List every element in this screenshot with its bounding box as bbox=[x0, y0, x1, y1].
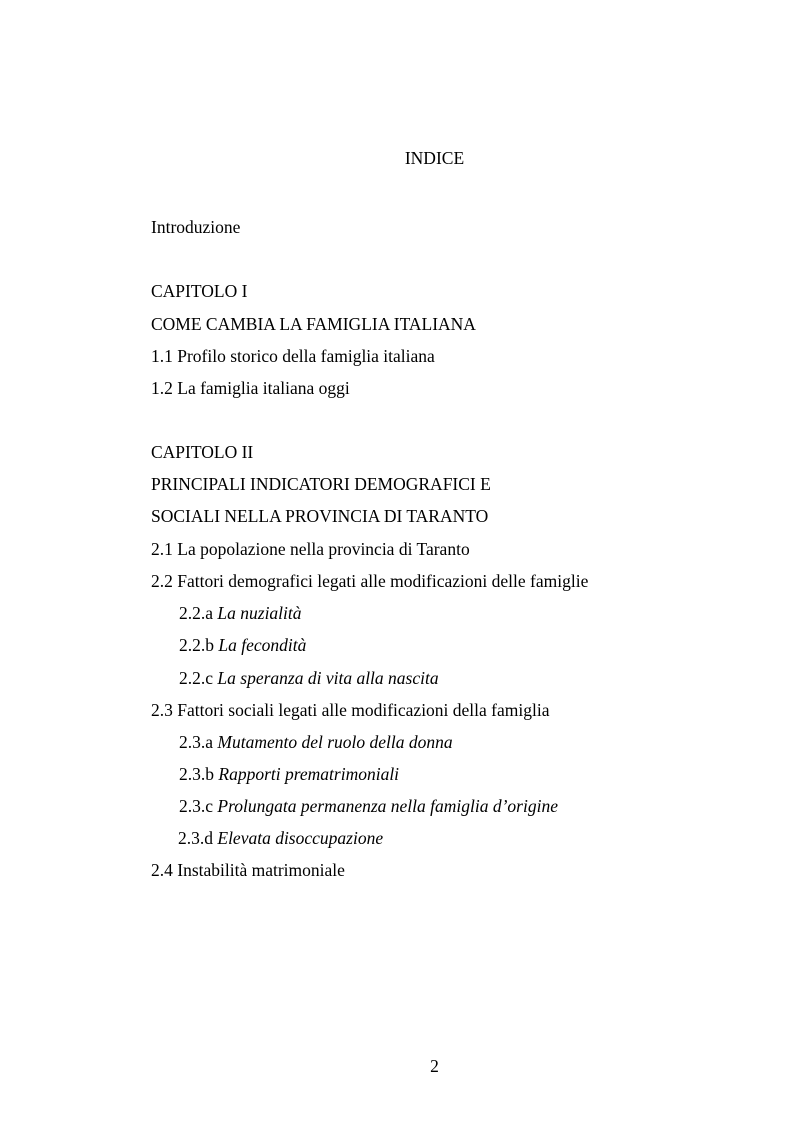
toc-entry-text: La speranza di vita alla nascita bbox=[217, 668, 439, 688]
chapter-2-title-line1: PRINCIPALI INDICATORI DEMOGRAFICI E bbox=[151, 474, 491, 494]
chapter-1-label: CAPITOLO I bbox=[151, 281, 248, 301]
toc-entry-2-2-a bbox=[179, 605, 302, 623]
page-number: 2 bbox=[430, 1056, 439, 1076]
toc-entry-2-2-c bbox=[179, 670, 439, 688]
toc-entry-text: Rapporti prematrimoniali bbox=[218, 764, 400, 784]
toc-entry-1-2: 1.2 La famiglia italiana oggi bbox=[151, 378, 350, 398]
toc-entry-2-3-a bbox=[179, 734, 453, 752]
toc-entry-number: 2.3.b bbox=[179, 764, 214, 784]
page-title: INDICE bbox=[404, 148, 465, 168]
chapter-1-title: COME CAMBIA LA FAMIGLIA ITALIANA bbox=[151, 314, 476, 334]
toc-entry-2-1: 2.1 La popolazione nella provincia di Taranto bbox=[151, 539, 470, 559]
toc-entry-number: 2.3.d bbox=[178, 828, 213, 848]
toc-entry-text: La nuzialità bbox=[217, 603, 302, 623]
toc-entry-1-1: 1.1 Profilo storico della famiglia italiana bbox=[151, 346, 435, 366]
toc-entry-number: 2.3.a bbox=[179, 732, 214, 752]
toc-entry-introduzione: Introduzione bbox=[151, 217, 241, 237]
chapter-2-title-line2: SOCIALI NELLA PROVINCIA DI TARANTO bbox=[151, 506, 489, 526]
toc-entry-text: Prolungata permanenza nella famiglia d’origine bbox=[217, 796, 558, 816]
toc-entry-text: Mutamento del ruolo della donna bbox=[217, 732, 453, 752]
toc-entry-number: 2.2.a bbox=[179, 603, 214, 623]
toc-entry-number: 2.3.c bbox=[179, 796, 214, 816]
toc-entry-2-3: 2.3 Fattori sociali legati alle modificazioni della famiglia bbox=[151, 700, 550, 720]
toc-entry-2-3-c bbox=[179, 798, 558, 816]
chapter-2-label: CAPITOLO II bbox=[151, 442, 254, 462]
toc-entry-number: 2.2.c bbox=[179, 668, 214, 688]
toc-entry-2-3-d bbox=[178, 830, 383, 848]
toc-entry-2-3-b bbox=[179, 766, 399, 784]
toc-entry-text: Elevata disoccupazione bbox=[217, 828, 384, 848]
toc-entry-text: La fecondità bbox=[218, 635, 307, 655]
toc-entry-2-2-b bbox=[179, 637, 306, 655]
toc-entry-2-4: 2.4 Instabilità matrimoniale bbox=[151, 860, 345, 880]
toc-entry-2-2: 2.2 Fattori demografici legati alle modificazioni delle famiglie bbox=[151, 571, 589, 591]
toc-entry-number: 2.2.b bbox=[179, 635, 214, 655]
